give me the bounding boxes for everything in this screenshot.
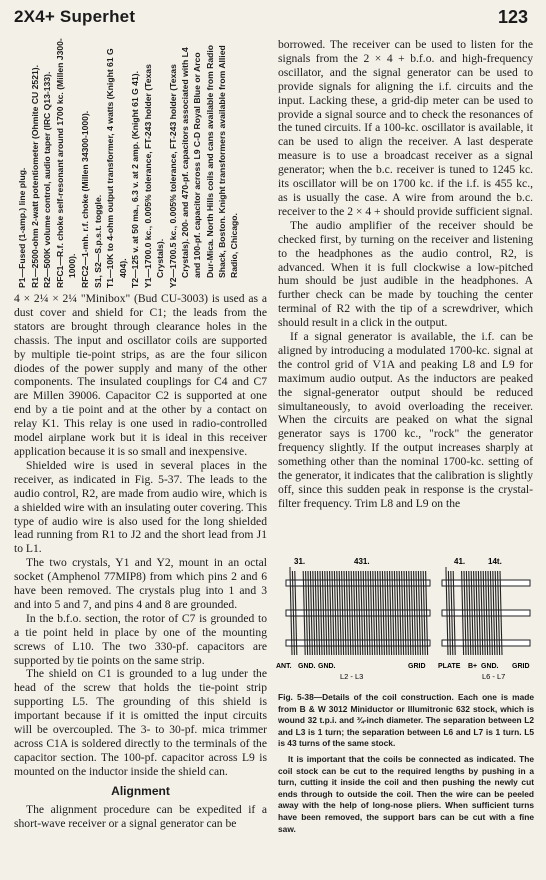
figure-caption (278, 692, 534, 839)
pin-label: GND. (298, 663, 316, 670)
right-column (278, 38, 533, 511)
coil-top-label: 431. (354, 557, 370, 566)
parts-list-item: T1—10K to 4-ohm output transformer, 4 watts (Knight 61 G 404). (105, 48, 128, 288)
parts-list-item: RFC2—1-mh. r.f. choke (Millen 34300-1000). (80, 110, 91, 288)
paragraph: The alignment procedure can be expedited if a short-wave receiver or a signal generator can be (14, 802, 267, 830)
pin-label: ANT. (276, 663, 292, 670)
running-header-title: 2X4+ Superhet (14, 7, 136, 26)
paragraph: 4 × 2¼ × 2¼ "Minibox" (Bud CU-3003) is used as a dust cover and shield for C1; the leads from the stators are brought through clearance holes in the chassis. The input and oscillator coils are supported by multiple tie-point strips, as are the four silicon diodes of the power supply and many of the other components. The insulated couplings for C4 and C7 are Millen 39006. Capacitor C2 is supported at one end by a tie point and at the other by a contact on relay K1. This relay is one used in radio-controlled model airplane work but it is ideal in this receiver application because it is so small and inexpensive. (14, 292, 267, 458)
parts-list-item: P1—Fused (1-amp.) line plug. (17, 167, 27, 288)
parts-list-item: RFC1—R.f. choke self-resonant around 1700 kc. (Millen J300-1000). (55, 38, 78, 288)
coil-name-label: L2 - L3 (340, 672, 364, 681)
coil-top-label: 31. (294, 557, 306, 566)
caption-main: Fig. 5-38—Details of the coil construction. Each one is made from B & W 3012 Miniductor or Illumitronic 632 stock, which is wound 32 t.p.i. and ¾-inch diameter. The separation between L2 and L3 is 1 turn; the separation between L6 and L7 is 1 turn. L5 is 43 turns of the same stock. (278, 692, 534, 749)
coil-top-label: 14t. (488, 557, 502, 566)
pin-label: GRID (512, 663, 530, 670)
pin-label: GND. (318, 663, 336, 670)
left-column (14, 292, 267, 830)
coil-construction-figure (276, 555, 536, 685)
paragraph: The audio amplifier of the receiver should be checked first, by turning on the receiver and listening to the headphones as the audio control, R2, is advanced. When it is full clockwise a low-pitched hum should be just audible in the headphones. A further check can be made by touching the center terminal of R2 with the tip of a screwdriver, which should result in a click in the output. (278, 218, 533, 330)
paragraph: Shielded wire is used in several places in the receiver, as indicated in Fig. 5-37. The leads to the audio control, R2, are made from audio wire, which is a shielded wire with an insulating outer covering. This type of audio wire is also used for the long shielded lead running from R1 to J2 and the short lead from J1 to L1. (14, 458, 267, 556)
paragraph: The two crystals, Y1 and Y2, mount in an octal socket (Amphenol 77MIP8) from which pins 2 and 6 have been removed. The crystals plug into 1 and 3 and into 5 and 7, and pins 4 and 8 are grounded. (14, 556, 267, 611)
section-heading-alignment: Alignment (111, 783, 170, 798)
caption-note: It is important that the coils be connected as indicated. The coil stock can be cut to the required lengths by pushing in a turn, cutting it inside the coil and then pushing the newly cut ends through to outside the coil. Then the wire can be peeled away with the help of long-nose pliers. When sufficient turns have been removed, the support bars can be cut with a fine saw. (278, 753, 534, 834)
page-number: 123 (497, 7, 528, 27)
parts-list-item: R1—2500-ohm 2-watt potentiometer (Ohmite CU 2521). (29, 64, 40, 288)
parts-list-item: T2—125 v. at 50 ma., 6.3 v. at 2 amp. (Knight 61 G 41). (130, 71, 141, 288)
parts-list-item: S1, S2—S.p.s.t. toggle. (92, 194, 103, 288)
parts-list-item: Y2—1700.5 kc., 0.005% tolerance, FT-243 holder (Texas Crystals). 200- and 470-pf. capacitors associated with L4 and 100-pf. capacitor across L9 C-D Royal Blue or Arco Dur-Mica. North Hills coils and cans available from Radio Shack, Boston. Knight transformers available from Allied Radio, Chicago. (167, 44, 239, 288)
pin-label: PLATE (438, 663, 461, 670)
pin-label: B+ (468, 663, 478, 670)
coil-name-label: L6 - L7 (482, 672, 506, 681)
pin-label: GND. (481, 663, 499, 670)
paragraph: borrowed. The receiver can be used to listen for the signals from the 2 × 4 + b.f.o. and high-frequency oscillator, and the signal generator can be used to provide signals for aligning the i.f. circuits and the input. Lacking these, a grid-dip meter can be used to provide a signal source and to check the resonances of the tuned circuits. If a 100-kc. oscillator is available, it can be used to align the receiver. A last desperate measure is to use a broadcast receiver as a signal generator; when the b.c. receiver is tuned to 1245 kc. its oscillator will be on 1700 kc. if the i.f. is 455 kc., as is usually the case. A wire from around the b.c. receiver to the 2 × 4 + should provide sufficient signal. (278, 38, 533, 218)
coil-l6-l7-drawing (442, 567, 530, 655)
pin-label: GRID (408, 663, 426, 670)
parts-list-rotated (10, 38, 272, 288)
coil-l2-l3-drawing (286, 567, 430, 655)
paragraph: If a signal generator is available, the i.f. can be aligned by introducing a modulated 1700-kc. signal at the control grid of V1A and peaking L8 and L9 for maximum audio output. As the inductors are peaked the signal-generator output should be reduced simultaneously, to avoid overloading the receiver. When the circuits are peaked on what the signal generator says is 1700 kc., "rock" the generator frequency slightly. If the output increases sharply at something other than the nominal 1700-kc. setting of the generator, it indicates that the calibration is slightly off, since this sudden peak in response is the crystal-filter frequency. Trim L8 and L9 on the (278, 330, 533, 510)
coil-top-label: 41. (454, 557, 466, 566)
parts-list-item: Y1—1700.0 kc., 0.005% tolerance, FT-243 holder (Texas Crystals). (143, 64, 166, 288)
paragraph: In the b.f.o. section, the rotor of C7 is grounded to a tie point held in place by one of the mounting screws of L10. The two 330-pf. capacitors are supported by tie points on the same strip. (14, 611, 267, 667)
parts-list-item: R2—500K volume control, audio taper (IRC Q13-133). (42, 71, 53, 288)
paragraph: The shield on C1 is grounded to a lug under the head of the screw that holds the tie-point strip supporting L5. The grounding of this shield is important because if it is omitted the input circuits will be overcoupled. The 3- to 30-pf. mica trimmer across C1A is soldered directly to the terminals of the capacitor section. The 100-pf. capacitor across L9 is mounted on the inductor inside the shield can. (14, 667, 267, 778)
